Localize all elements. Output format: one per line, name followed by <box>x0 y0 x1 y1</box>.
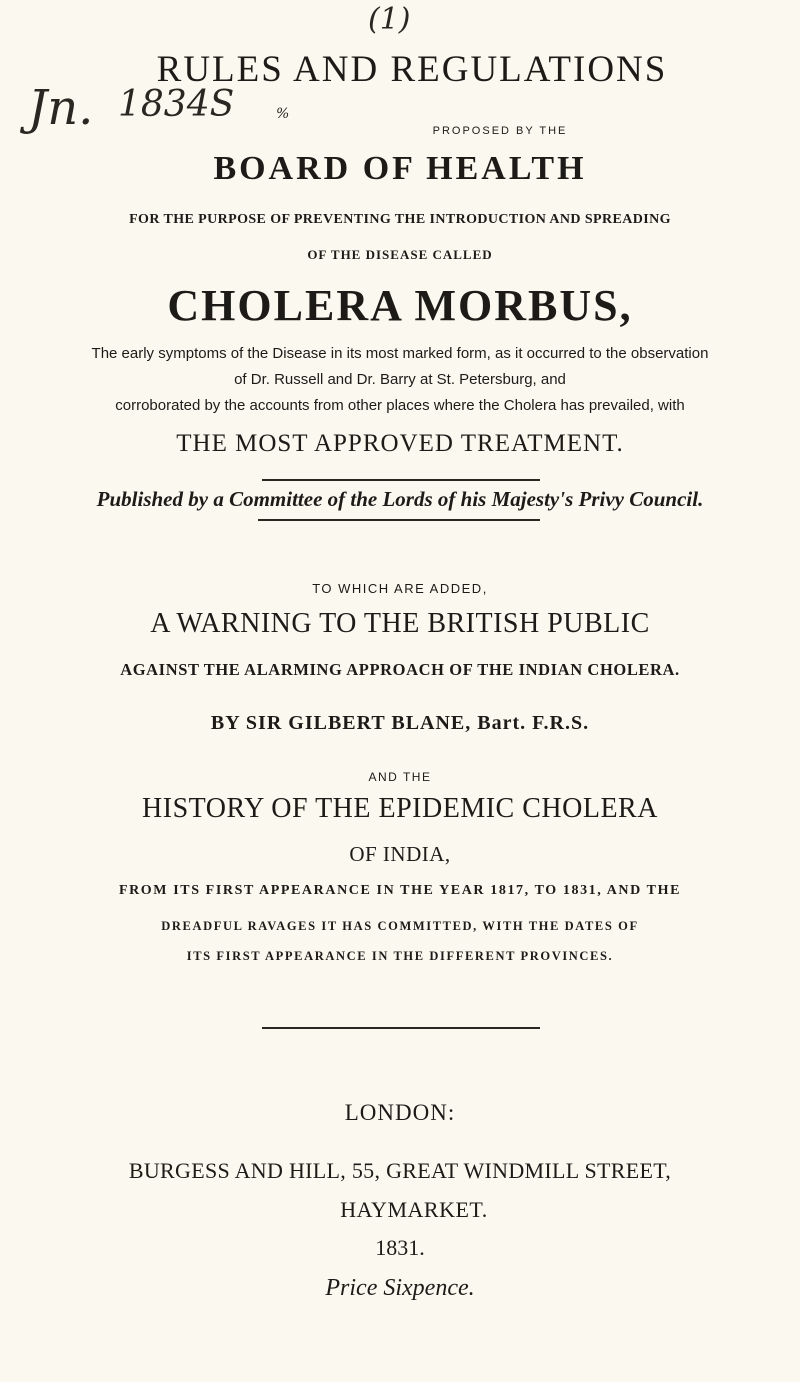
imprint-city: LONDON: <box>344 1100 456 1125</box>
history-line-3: ITS FIRST APPEARANCE IN THE DIFFERENT PROVINCES. <box>186 949 614 963</box>
and-the: AND THE <box>368 770 432 784</box>
imprint-district: HAYMARKET. <box>340 1197 488 1222</box>
symptoms-line-2: of Dr. Russell and Dr. Barry at St. Petersburg, and <box>234 371 566 388</box>
treatment-heading: THE MOST APPROVED TREATMENT. <box>176 430 624 457</box>
history-line-2: DREADFUL RAVAGES IT HAS COMMITTED, WITH THE DATES OF <box>161 919 639 933</box>
price: Price Sixpence. <box>325 1275 475 1301</box>
published-by: Published by a Committee of the Lords of his Majesty's Privy Council. <box>96 487 704 511</box>
imprint-publisher: BURGESS AND HILL, 55, GREAT WINDMILL STREET, <box>128 1158 672 1183</box>
history-title: HISTORY OF THE EPIDEMIC CHOLERA <box>142 793 658 824</box>
imprint-year: 1831. <box>375 1235 425 1260</box>
disease-title: CHOLERA MORBUS, <box>167 281 633 330</box>
rule-top-1 <box>262 479 540 481</box>
symptoms-line-1: The early symptoms of the Disease in its most marked form, as it occurred to the observation <box>91 345 709 362</box>
author-line: BY SIR GILBERT BLANE, Bart. F.R.S. <box>210 712 590 734</box>
rule-top-2 <box>258 519 540 521</box>
rule-imprint <box>262 1027 540 1029</box>
purpose-line-1: FOR THE PURPOSE OF PREVENTING THE INTRODUCTION AND SPREADING <box>129 212 671 227</box>
added-intro: TO WHICH ARE ADDED, <box>312 581 488 596</box>
main-title: RULES AND REGULATIONS <box>156 49 668 90</box>
purpose-line-2: OF THE DISEASE CALLED <box>307 247 493 262</box>
handwritten-shelf-mark-number: 1834S <box>118 84 235 125</box>
symptoms-line-3: corroborated by the accounts from other places where the Cholera has prevailed, with <box>115 397 685 414</box>
warning-title: A WARNING TO THE BRITISH PUBLIC <box>150 608 650 639</box>
handwritten-shelf-mark-suffix: % <box>276 106 290 122</box>
warning-subtitle: AGAINST THE ALARMING APPROACH OF THE INDIAN CHOLERA. <box>120 660 680 679</box>
proposed-by: PROPOSED BY THE <box>432 125 568 137</box>
board-of-health: BOARD OF HEALTH <box>213 150 587 187</box>
history-subtitle: OF INDIA, <box>349 842 451 866</box>
history-line-1: FROM ITS FIRST APPEARANCE IN THE YEAR 1817, TO 1831, AND THE <box>118 883 682 898</box>
handwritten-shelf-mark-prefix: Jn. <box>28 80 94 136</box>
handwritten-top-mark: (1) <box>368 2 411 37</box>
